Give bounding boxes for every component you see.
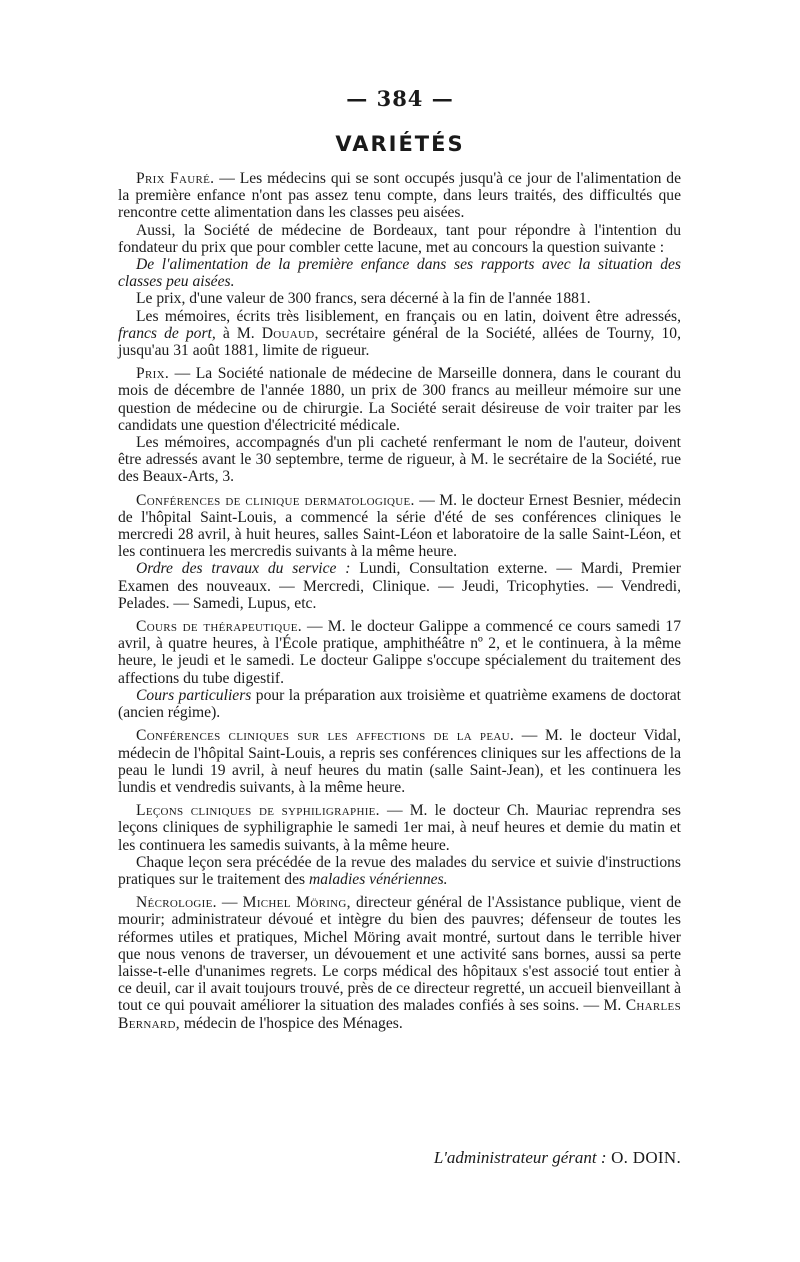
conf-peau-intro: Conférences cliniques sur les affections de la peau. — M. le docteur Vidal, médecin de l'hôpital Saint-Louis, a repris ses conférences cliniques sur les affections de la peau le lundi 19 avril, à neuf heures du matin (salle Saint-Jean), et les continuera les lundis et vendredis suivants, à la même heure. [118, 727, 682, 796]
prix-faure-intro: Prix Fauré. — Les médecins qui se sont occupés jusqu'à ce jour de l'alimentation de la première enfance n'ont pas assez tenu compte, dans leurs traités, des difficultés que rencontre cette alimentation dans les classes peu aisées. [118, 170, 681, 222]
signature [118, 1148, 681, 1168]
conf-dermato-intro: Conférences de clinique dermatologique. — M. le docteur Ernest Besnier, médecin de l'hôpital Saint-Louis, a commencé la série d'été de ses conférences cliniques le mercredi 28 avril, à huit heures, salles Saint-Léon et laboratoire de la salle Saint-Léon, et les continuera les mercredis suivants à la même heure. [118, 491, 681, 561]
section-heading: VARIÉTÉS [335, 132, 465, 156]
prix-faure-p4: Le prix, d'une valeur de 300 francs, sera décerné à la fin de l'année 1881. [136, 290, 591, 308]
necrologie-title: Nécrologie. [136, 894, 217, 912]
article-body [118, 170, 681, 1032]
prix-faure-question: De l'alimentation de la première enfance dans ses rapports avec la situation des classes peu aisées. [118, 256, 681, 291]
prix-marseille-p2: Les mémoires, accompagnés d'un pli cacheté renfermant le nom de l'auteur, doivent être adressés avant le 30 septembre, terme de rigueur, à M. le secrétaire de la Société, rue des Beaux-Arts, 3. [118, 434, 681, 486]
signature-name: O. DOIN. [606, 1148, 681, 1167]
signature-label: L'administrateur gérant : [433, 1148, 607, 1167]
cours-therap-intro: Cours de thérapeutique. — M. le docteur Galippe a commencé ce cours samedi 17 avril, à quatre heures, à l'École pratique, amphithéâtre nº 2, et le continuera, à la même heure, le jeudi et le samedi. Le docteur Galippe s'occupe spécialement du traitement des affections du tube digestif. [118, 618, 681, 687]
lecons-syph-title: Leçons cliniques de syphiligraphie. [136, 802, 380, 820]
page-number: — 384 — [346, 86, 454, 111]
cours-therap-p2: Cours particuliers pour la préparation aux troisième et quatrième examens de doctorat (ancien régime). [118, 686, 681, 722]
prix-faure-p5: Les mémoires, écrits très lisiblement, en français ou en latin, doivent être adressés, francs de port, à M. Douaud, secrétaire général de la Société, allées de Tourny, 10, jusqu'au 31 août 1881, limite de rigueur. [118, 307, 681, 360]
prix-marseille-title: Prix. [136, 365, 170, 383]
conf-dermato-title: Conférences de clinique dermatologique. [136, 491, 415, 509]
lecons-syph-p2: Chaque leçon sera précédée de la revue des malades du service et suivie d'instructions pratiques sur le traitement des maladies vénériennes. [118, 853, 681, 888]
conf-dermato-p2: Ordre des travaux du service : Lundi, Consultation externe. — Mardi, Premier Examen des nouveaux. — Mercredi, Clinique. — Jeudi, Tricophyties. — Vendredi, Pelades. — Samedi, Lupus, etc. [118, 560, 681, 612]
prix-faure-p2: Aussi, la Société de médecine de Bordeaux, tant pour répondre à l'intention du fondateur du prix que pour combler cette lacune, met au concours la question suivante : [118, 221, 681, 256]
necrologie: Nécrologie. — Michel Möring, directeur général de l'Assistance publique, vient de mourir; administrateur dévoué et intègre du bien des pauvres; défenseur de toutes les réformes utiles et pratiques, Michel Möring avait montré, surtout dans le terrible hiver que nous venons de traverser, un dévouement et une activité sans bornes, aussi sa perte laisse-t-elle d'unanimes regrets. Le corps médical des hôpitaux s'est associé tout entier à ce deuil, car il avait toujours trouvé, près de ce directeur regretté, un accueil bienveillant à tout ce qui pouvait améliorer la situation des malades confiés à ses soins. — M. Charles Bernard, médecin de l'hospice des Ménages. [118, 894, 682, 1032]
prix-marseille-intro: Prix. — La Société nationale de médecine de Marseille donnera, dans le courant du mois de décembre de l'année 1880, un prix de 300 francs au meilleur mémoire sur une question de médecine ou de chirurgie. La Société serait désireuse de voir traiter par les candidats une question d'électricité médicale. [118, 365, 681, 434]
prix-faure-title: Prix Fauré. [136, 170, 215, 187]
lecons-syph-intro: Leçons cliniques de syphiligraphie. — M. le docteur Ch. Mauriac reprendra ses leçons cliniques de syphiligraphie le samedi 1er mai, à neuf heures et demie du matin et les continuera les samedis suivants, à la même heure. [118, 802, 681, 854]
conf-peau-title: Conférences cliniques sur les affections de la peau. [136, 727, 515, 745]
cours-therap-title: Cours de thérapeutique. [136, 618, 302, 636]
